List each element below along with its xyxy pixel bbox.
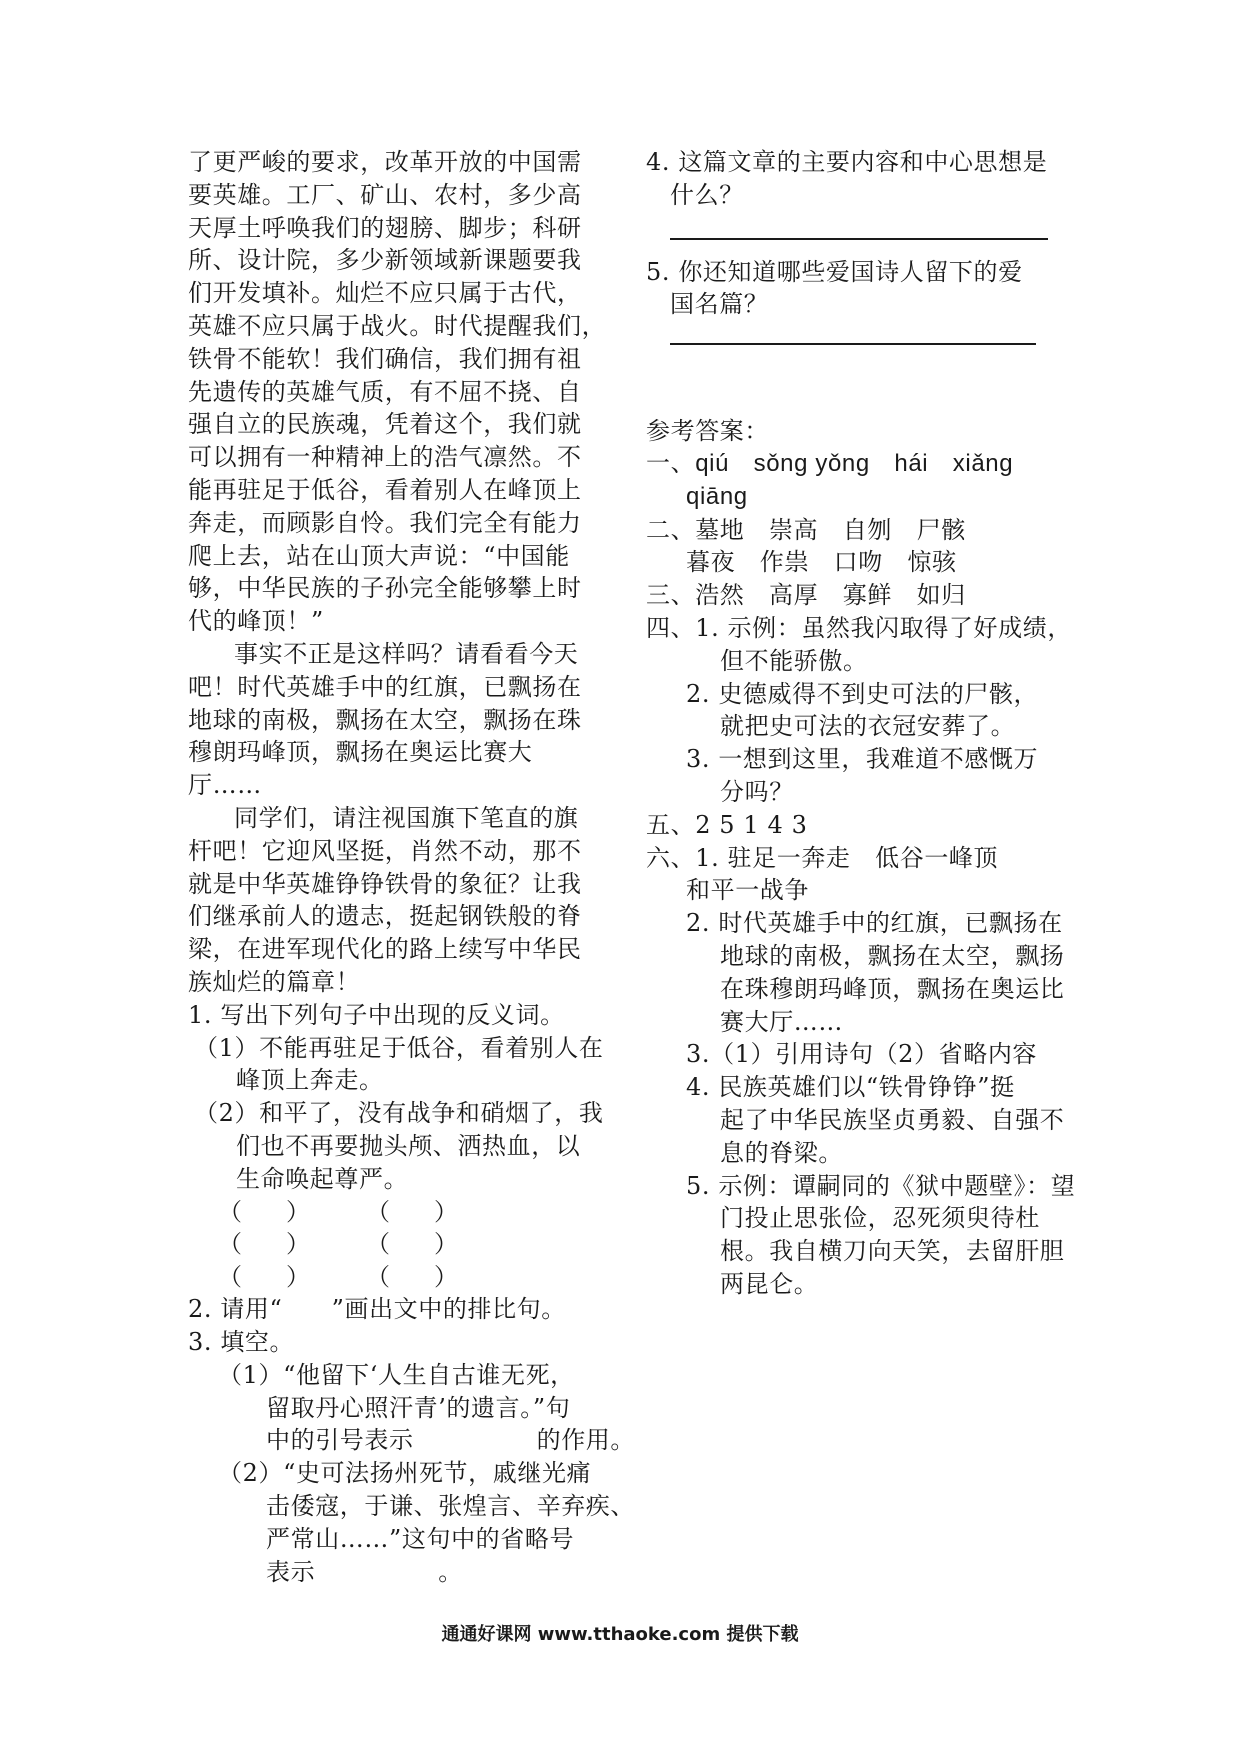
blank-paren-close: ） — [434, 1230, 458, 1259]
text-line: 了更严峻的要求，改革开放的中国需 — [188, 148, 582, 176]
answer-6-5: 5. 示例：谭嗣同的《狱中题壁》：望 — [686, 1171, 1076, 1200]
question-2: 2. 请用“ ”画出文中的排比句。 — [188, 1295, 566, 1324]
answer-4-2: 2. 史德威得不到史可法的尸骸， — [686, 679, 1039, 708]
text-line: 天厚土呼唤我们的翅膀、脚步；科研 — [188, 213, 582, 242]
page-footer: 通通好课网 www.tthaoke.com 提供下载 — [441, 1624, 799, 1645]
text-line: 爬上去，站在山顶大声说：“中国能 — [188, 541, 570, 570]
blank-paren-close: ） — [286, 1230, 310, 1259]
answer-4-2-cont: 就把史可法的衣冠安葬了。 — [720, 712, 1016, 741]
text-line: 们开发填补。灿烂不应只属于古代， — [188, 279, 582, 308]
text-line: 所、设计院，多少新领域新课题要我 — [188, 246, 582, 275]
text-line: 强自立的民族魂，凭着这个，我们就 — [188, 410, 582, 439]
answer-6-4-cont: 起了中华民族坚贞勇毅、自强不 — [720, 1105, 1065, 1134]
answer-6-2: 2. 时代英雄手中的红旗，已飘扬在 — [686, 909, 1063, 938]
blank-paren-close: ） — [286, 1197, 310, 1226]
answer-6-2-cont: 地球的南极，飘扬在太空，飘扬 — [720, 941, 1065, 970]
answer-6-5-cont: 根。我自横刀向天笑，去留肝胆 — [720, 1237, 1065, 1266]
answer-blanks — [188, 1196, 608, 1294]
answer-6-4-cont: 息的脊梁。 — [720, 1138, 843, 1167]
question-text: 5. 你还知道哪些爱国诗人留下的爱 — [646, 257, 1023, 286]
text-line: 厅…… — [188, 771, 262, 800]
answer-line — [670, 238, 1048, 240]
question-item: 们也不再要抛头颅、洒热血，以 — [236, 1131, 581, 1160]
answer-6-5-cont: 两昆仑。 — [720, 1269, 819, 1298]
answer-6-5-cont: 门投止思张俭，忍死须臾待杜 — [720, 1204, 1040, 1233]
blank-paren-close: ） — [286, 1262, 310, 1291]
answer-6-1-cont: 和平一战争 — [686, 876, 809, 905]
text-line: 们继承前人的遗志，挺起钢铁般的脊 — [188, 902, 582, 931]
blank-paren-open: （ — [218, 1262, 242, 1291]
answer-5: 五、2 5 1 4 3 — [646, 810, 808, 839]
question-item: 击倭寇，于谦、张煌言、辛弃疾、 — [266, 1492, 635, 1521]
answer-6-3: 3.（1）引用诗句（2）省略内容 — [686, 1040, 1038, 1069]
text-line: 能再驻足于低谷，看着别人在峰顶上 — [188, 475, 582, 504]
question-text: 4. 这篇文章的主要内容和中心思想是 — [646, 148, 1048, 176]
text-line: 奔走，而顾影自怜。我们完全有能力 — [188, 508, 582, 537]
text-line: 杆吧！它迎风坚挺，肖然不动，那不 — [188, 836, 582, 865]
blank-paren-close: ） — [434, 1197, 458, 1226]
answer-2-cont: 暮夜 作祟 口吻 惊骇 — [686, 548, 957, 577]
blank-paren-open: （ — [218, 1197, 242, 1226]
question-item: （1）不能再驻足于低谷，看着别人在 — [194, 1033, 604, 1062]
question-1 — [188, 999, 608, 1294]
text-line: 同学们，请注视国旗下笔直的旗 — [234, 803, 579, 832]
text-line: 吧！时代英雄手中的红旗，已飘扬在 — [188, 672, 582, 701]
right-column — [646, 146, 1076, 1301]
text-line: 够，中华民族的子孙完全能够攀上时 — [188, 574, 582, 603]
question-item: 峰顶上奔走。 — [236, 1066, 384, 1095]
question-item: （2）“史可法扬州死节，戚继光痛 — [218, 1459, 592, 1488]
question-text: 什么？ — [670, 180, 744, 209]
answer-1: 一、qiú sǒng yǒng hái xiǎng — [646, 449, 1014, 477]
answer-4-3-cont: 分吗？ — [720, 777, 794, 806]
question-item: 留取丹心照汗青’的遗言。”句 — [266, 1393, 571, 1422]
text-line: 英雄不应只属于战火。时代提醒我们， — [188, 311, 607, 340]
question-text: 1. 写出下列句子中出现的反义词。 — [188, 1000, 565, 1029]
text-line: 族灿烂的篇章！ — [188, 967, 361, 996]
answer-6-2-cont: 赛大厅…… — [720, 1007, 843, 1036]
question-text: 国名篇？ — [670, 290, 769, 319]
answer-3: 三、浩然 高厚 寡鲜 如归 — [646, 581, 966, 610]
answer-key — [646, 415, 1076, 1301]
answer-4-3: 3. 一想到这里，我难道不感慨万 — [686, 745, 1039, 774]
question-4 — [646, 146, 1076, 212]
question-item: 生命唤起尊严。 — [236, 1164, 409, 1193]
text-line: 梁，在进军现代化的路上续写中华民 — [188, 935, 582, 964]
question-text: 3. 填空。 — [188, 1328, 295, 1357]
text-line: 地球的南极，飘扬在太空，飘扬在珠 — [188, 705, 582, 734]
answers-title: 参考答案： — [646, 417, 769, 446]
question-5 — [646, 256, 1076, 322]
question-item: （2）和平了，没有战争和硝烟了，我 — [194, 1099, 604, 1128]
text-line: 事实不正是这样吗？请看看今天 — [234, 639, 579, 668]
text-line: 铁骨不能软！我们确信，我们拥有祖 — [188, 344, 582, 373]
text-line: 就是中华英雄铮铮铁骨的象征？让我 — [188, 869, 582, 898]
passage-paragraph-1 — [188, 146, 608, 638]
answer-6-4: 4. 民族英雄们以“铁骨铮铮”挺 — [686, 1073, 1015, 1102]
passage-paragraph-2 — [188, 638, 608, 802]
answer-4-1: 四、1. 示例：虽然我闪取得了好成绩， — [646, 613, 1072, 642]
text-line: 先遗传的英雄气质，有不屈不挠、自 — [188, 377, 582, 406]
answer-line — [670, 343, 1036, 345]
question-item: 表示 。 — [266, 1557, 463, 1586]
answer-1-cont: qiāng — [686, 482, 748, 510]
text-line: 代的峰顶！” — [188, 607, 324, 636]
answer-6-1: 六、1. 驻足一奔走 低谷一峰顶 — [646, 843, 999, 872]
question-item: 中的引号表示 的作用。 — [266, 1426, 635, 1455]
passage-paragraph-3 — [188, 802, 608, 999]
blank-paren-open: （ — [366, 1262, 390, 1291]
text-line: 可以拥有一种精神上的浩气凛然。不 — [188, 443, 582, 472]
text-line: 要英雄。工厂、矿山、农村，多少高 — [188, 180, 582, 209]
answer-2: 二、墓地 崇高 自刎 尸骸 — [646, 515, 966, 544]
left-column — [188, 146, 635, 1588]
answer-6-2-cont: 在珠穆朗玛峰顶，飘扬在奥运比 — [720, 974, 1065, 1003]
blank-paren-close: ） — [434, 1262, 458, 1291]
blank-paren-open: （ — [218, 1230, 242, 1259]
question-3 — [188, 1326, 635, 1588]
blank-paren-open: （ — [366, 1197, 390, 1226]
text-line: 穆朗玛峰顶，飘扬在奥运比赛大 — [188, 738, 533, 767]
blank-paren-open: （ — [366, 1230, 390, 1259]
answer-4-1-cont: 但不能骄傲。 — [720, 646, 868, 675]
question-item: （1）“他留下‘人生自古谁无死， — [218, 1360, 575, 1389]
question-item: 严常山……”这句中的省略号 — [266, 1524, 575, 1553]
